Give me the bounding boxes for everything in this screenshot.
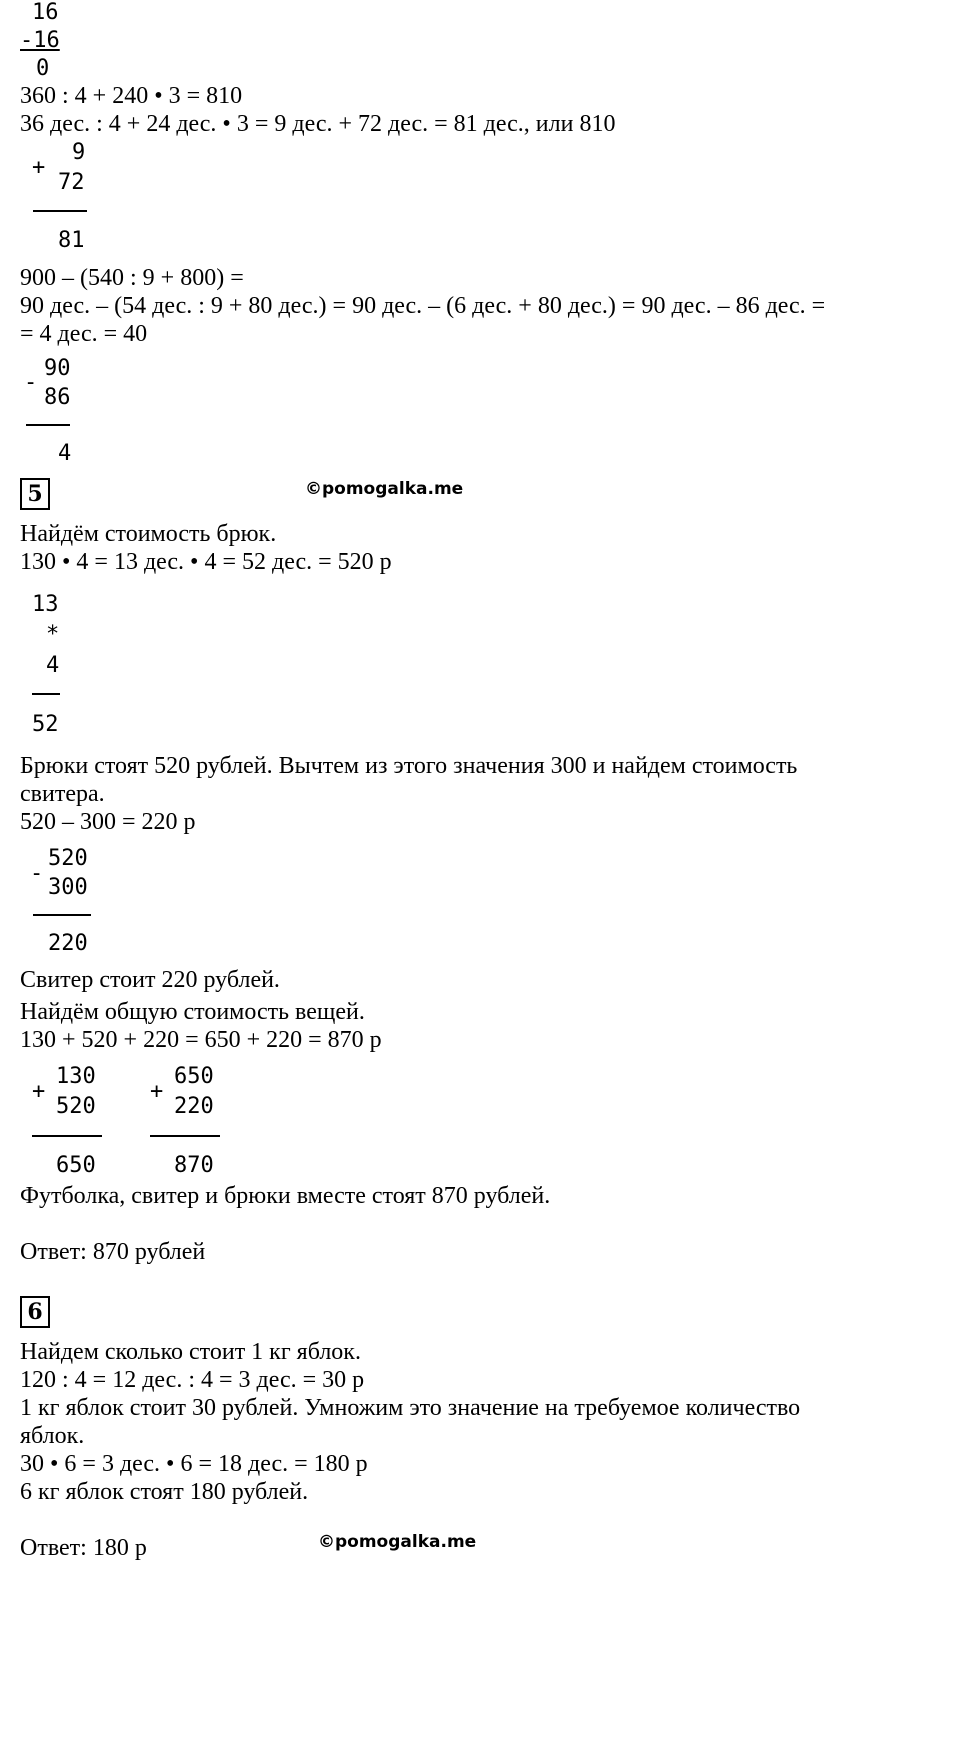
- task5-mul-operator: *: [46, 622, 60, 647]
- task5-mul-divider: [32, 693, 60, 695]
- task6-text-5: 30 • 6 = 3 дес. • 6 = 18 дес. = 180 р: [20, 1451, 368, 1477]
- calc1-addend-1: 9: [72, 140, 86, 165]
- task5-add2-divider: [150, 1135, 220, 1137]
- expression-line-4: 90 дес. – (54 дес. : 9 + 80 дес.) = 90 дес. – (6 дес. + 80 дес.) = 90 дес. – 86 дес. =: [20, 293, 826, 319]
- task5-text-5: 520 – 300 = 220 р: [20, 809, 196, 835]
- calc1-sign: +: [32, 155, 46, 180]
- watermark-2: ©pomogalka.me: [318, 1532, 477, 1552]
- task5-sub-minuend: 520: [48, 846, 88, 871]
- task5-add1-sign: +: [32, 1079, 46, 1104]
- task5-sub-result: 220: [48, 931, 88, 956]
- task5-add1-addend-2: 520: [56, 1094, 96, 1119]
- watermark-1: ©pomogalka.me: [305, 479, 464, 499]
- calc2-divider: [26, 424, 70, 426]
- task6-text-6: 6 кг яблок стоят 180 рублей.: [20, 1479, 309, 1505]
- task5-text-7: Найдём общую стоимость вещей.: [20, 999, 365, 1025]
- task-5-number-box: 5: [20, 478, 50, 510]
- task5-add2-addend-1: 650: [174, 1064, 214, 1089]
- task5-text-4: свитера.: [20, 781, 105, 807]
- task6-text-3: 1 кг яблок стоит 30 рублей. Умножим это значение на требуемое количество: [20, 1395, 801, 1421]
- task5-sub-sign: -: [30, 861, 44, 886]
- expression-line-3: 900 – (540 : 9 + 800) =: [20, 265, 244, 291]
- task5-sub-divider: [33, 914, 91, 916]
- task5-add1-divider: [32, 1135, 102, 1137]
- top-calc-result: 0: [36, 56, 50, 81]
- calc2-result: 4: [58, 441, 72, 466]
- calc1-result: 81: [58, 228, 85, 253]
- task5-text-8: 130 + 520 + 220 = 650 + 220 = 870 р: [20, 1027, 382, 1053]
- task5-mul-result: 52: [32, 712, 59, 737]
- task5-text-1: Найдём стоимость брюк.: [20, 521, 277, 547]
- expression-line-2: 36 дес. : 4 + 24 дес. • 3 = 9 дес. + 72 дес. = 81 дес., или 810: [20, 111, 616, 137]
- task6-text-1: Найдем сколько стоит 1 кг яблок.: [20, 1339, 361, 1365]
- task5-add1-result: 650: [56, 1153, 96, 1178]
- task5-add2-addend-2: 220: [174, 1094, 214, 1119]
- calc1-divider: [33, 210, 87, 212]
- task5-add1-addend-1: 130: [56, 1064, 96, 1089]
- calc2-subtrahend: 86: [44, 385, 71, 410]
- task6-answer: Ответ: 180 р: [20, 1535, 147, 1561]
- task5-add2-result: 870: [174, 1153, 214, 1178]
- task-6-number-box: 6: [20, 1296, 50, 1328]
- task5-text-6: Свитер стоит 220 рублей.: [20, 967, 280, 993]
- expression-line-5: = 4 дес. = 40: [20, 321, 148, 347]
- top-calc-subtrahend: -16: [20, 28, 60, 53]
- task5-sub-subtrahend: 300: [48, 875, 88, 900]
- top-calc-minuend: 16: [32, 0, 59, 25]
- task5-mul-factor-1: 13: [32, 592, 59, 617]
- calc2-minuend: 90: [44, 356, 71, 381]
- task5-add2-sign: +: [150, 1079, 164, 1104]
- task6-text-4: яблок.: [20, 1423, 85, 1449]
- calc1-addend-2: 72: [58, 170, 85, 195]
- task5-answer: Ответ: 870 рублей: [20, 1239, 206, 1265]
- expression-line-1: 360 : 4 + 240 • 3 = 810: [20, 83, 243, 109]
- task5-mul-factor-2: 4: [46, 653, 60, 678]
- task5-text-2: 130 • 4 = 13 дес. • 4 = 52 дес. = 520 р: [20, 549, 392, 575]
- task5-text-3: Брюки стоят 520 рублей. Вычтем из этого значения 300 и найдем стоимость: [20, 753, 798, 779]
- calc2-sign: -: [24, 370, 38, 395]
- task5-text-9: Футболка, свитер и брюки вместе стоят 870 рублей.: [20, 1183, 551, 1209]
- task6-text-2: 120 : 4 = 12 дес. : 4 = 3 дес. = 30 р: [20, 1367, 365, 1393]
